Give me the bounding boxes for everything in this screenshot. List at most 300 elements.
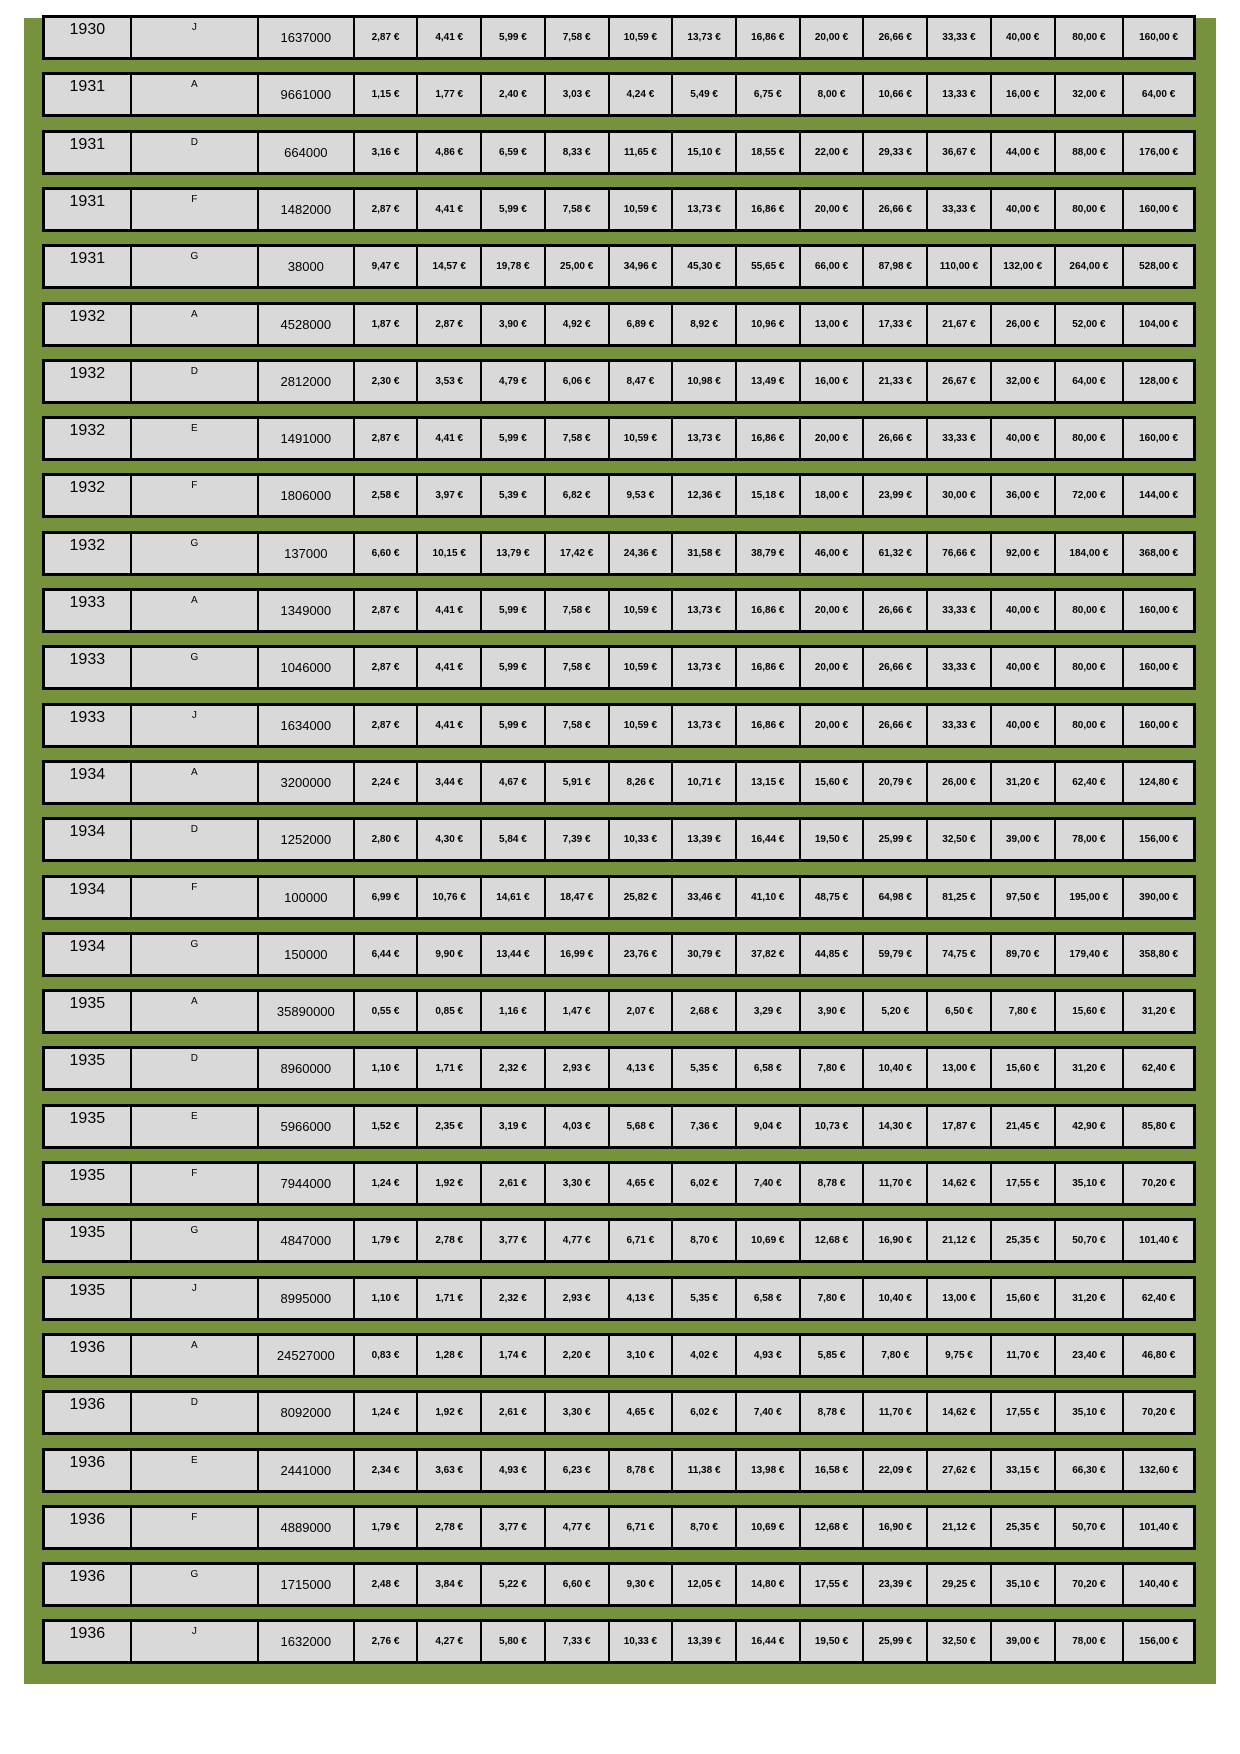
price-cell: 37,82 € xyxy=(737,935,801,974)
price-cell: 10,71 € xyxy=(673,763,737,802)
year-cell: 1934 xyxy=(45,878,132,917)
price-cell: 20,00 € xyxy=(801,18,865,57)
price-cell: 22,00 € xyxy=(801,133,865,172)
price-cell: 33,46 € xyxy=(673,878,737,917)
mintage-cell: 7944000 xyxy=(259,1164,355,1203)
price-cell: 3,77 € xyxy=(482,1221,546,1260)
price-cell: 32,00 € xyxy=(992,362,1056,401)
price-cell: 35,10 € xyxy=(992,1565,1056,1604)
price-cell: 40,00 € xyxy=(992,18,1056,57)
price-cell: 32,50 € xyxy=(928,820,992,859)
price-cell: 76,66 € xyxy=(928,534,992,573)
price-cell: 31,20 € xyxy=(1141,1006,1176,1018)
price-cell: 80,00 € xyxy=(1056,419,1125,458)
price-cell: 3,19 € xyxy=(482,1107,546,1146)
price-cell: 4,41 € xyxy=(418,591,482,630)
price-cell: 33,33 € xyxy=(928,419,992,458)
mintage-cell: 4889000 xyxy=(259,1508,355,1547)
price-cell: 7,40 € xyxy=(737,1393,801,1432)
price-cell: 13,73 € xyxy=(673,648,737,687)
table-row xyxy=(42,473,1196,518)
price-cell: 20,00 € xyxy=(801,190,865,229)
price-cell: 6,60 € xyxy=(355,534,419,573)
year-cell: 1932 xyxy=(45,534,132,573)
year-cell: 1935 xyxy=(45,1279,132,1318)
price-cell: 39,00 € xyxy=(992,1622,1056,1661)
price-cell: 5,99 € xyxy=(482,419,546,458)
price-cell: 19,50 € xyxy=(801,820,865,859)
price-cell: 4,24 € xyxy=(610,75,674,114)
price-cell: 13,73 € xyxy=(673,706,737,745)
price-cell: 5,68 € xyxy=(610,1107,674,1146)
price-cell: 39,00 € xyxy=(992,820,1056,859)
price-cell: 14,57 € xyxy=(418,247,482,286)
price-cell: 6,44 € xyxy=(355,935,419,974)
price-cell: 1,87 € xyxy=(355,305,419,344)
year-cell: 1936 xyxy=(45,1393,132,1432)
price-cell: 45,30 € xyxy=(673,247,737,286)
price-cell: 31,20 € xyxy=(992,763,1056,802)
year-cell: 1935 xyxy=(45,1107,132,1146)
price-cell: 7,80 € xyxy=(992,992,1056,1031)
table-row xyxy=(42,130,1196,175)
price-cell: 6,02 € xyxy=(673,1393,737,1432)
year-cell: 1933 xyxy=(45,706,132,745)
price-cell: 8,70 € xyxy=(673,1508,737,1547)
table-row xyxy=(42,932,1196,977)
price-cell: 195,00 € xyxy=(1056,878,1125,917)
price-cell: 15,18 € xyxy=(737,476,801,515)
price-cell: 7,58 € xyxy=(546,648,610,687)
price-cell: 18,00 € xyxy=(801,476,865,515)
mint-letter-cell: D xyxy=(132,1049,259,1088)
price-cell: 18,47 € xyxy=(546,878,610,917)
price-cell: 46,80 € xyxy=(1141,1349,1176,1361)
year-cell: 1934 xyxy=(45,820,132,859)
price-cell: 160,00 € xyxy=(1139,203,1179,215)
price-cell: 36,67 € xyxy=(928,133,992,172)
mint-letter-cell: D xyxy=(132,133,259,172)
price-cell: 29,25 € xyxy=(928,1565,992,1604)
price-cell: 80,00 € xyxy=(1056,190,1125,229)
price-cell: 15,60 € xyxy=(1056,992,1125,1031)
price-cell: 390,00 € xyxy=(1139,891,1179,903)
price-cell: 30,00 € xyxy=(928,476,992,515)
price-cell: 38,79 € xyxy=(737,534,801,573)
table-row xyxy=(42,1046,1196,1091)
price-cell: 8,26 € xyxy=(610,763,674,802)
price-cell: 13,44 € xyxy=(482,935,546,974)
price-cell: 3,53 € xyxy=(418,362,482,401)
mintage-cell: 1491000 xyxy=(259,419,355,458)
price-cell: 50,70 € xyxy=(1056,1221,1125,1260)
price-cell: 88,00 € xyxy=(1056,133,1125,172)
price-cell: 4,67 € xyxy=(482,763,546,802)
price-cell: 4,02 € xyxy=(673,1336,737,1375)
price-cell: 11,38 € xyxy=(673,1451,737,1490)
price-cell: 8,78 € xyxy=(801,1164,865,1203)
price-cell: 33,33 € xyxy=(928,706,992,745)
price-cell: 132,60 € xyxy=(1139,1464,1179,1476)
mintage-cell: 1632000 xyxy=(259,1622,355,1661)
price-cell: 26,66 € xyxy=(864,648,928,687)
mintage-cell: 3200000 xyxy=(259,763,355,802)
price-cell: 10,59 € xyxy=(610,18,674,57)
price-cell: 31,20 € xyxy=(1056,1279,1125,1318)
price-cell: 2,07 € xyxy=(610,992,674,1031)
mint-letter-cell: A xyxy=(132,305,259,344)
year-cell: 1931 xyxy=(45,190,132,229)
price-cell: 20,00 € xyxy=(801,591,865,630)
price-cell: 35,10 € xyxy=(1056,1393,1125,1432)
price-cell: 15,60 € xyxy=(992,1049,1056,1088)
price-cell: 4,41 € xyxy=(418,648,482,687)
price-cell: 15,60 € xyxy=(992,1279,1056,1318)
price-cell: 8,78 € xyxy=(801,1393,865,1432)
price-cell: 2,87 € xyxy=(355,706,419,745)
year-cell: 1934 xyxy=(45,763,132,802)
year-cell: 1932 xyxy=(45,419,132,458)
price-cell: 13,73 € xyxy=(673,190,737,229)
price-cell: 20,00 € xyxy=(801,648,865,687)
price-cell: 368,00 € xyxy=(1139,547,1179,559)
price-cell: 17,55 € xyxy=(801,1565,865,1604)
price-cell: 5,20 € xyxy=(864,992,928,1031)
price-cell: 6,82 € xyxy=(546,476,610,515)
mint-letter-cell: E xyxy=(132,1107,259,1146)
price-cell: 70,20 € xyxy=(1056,1565,1125,1604)
price-cell: 66,30 € xyxy=(1056,1451,1125,1490)
mint-letter-cell: F xyxy=(132,476,259,515)
price-cell: 2,40 € xyxy=(482,75,546,114)
price-cell: 4,93 € xyxy=(482,1451,546,1490)
price-cell: 64,00 € xyxy=(1056,362,1125,401)
price-cell: 7,36 € xyxy=(673,1107,737,1146)
table-row xyxy=(42,359,1196,404)
mintage-cell: 1046000 xyxy=(259,648,355,687)
price-cell: 2,24 € xyxy=(355,763,419,802)
price-cell: 2,61 € xyxy=(482,1393,546,1432)
mintage-cell: 1715000 xyxy=(259,1565,355,1604)
price-cell: 358,80 € xyxy=(1139,948,1179,960)
price-cell: 72,00 € xyxy=(1056,476,1125,515)
price-cell: 40,00 € xyxy=(992,591,1056,630)
mintage-cell: 4528000 xyxy=(259,305,355,344)
year-cell: 1935 xyxy=(45,1221,132,1260)
price-cell: 1,74 € xyxy=(482,1336,546,1375)
price-cell: 2,20 € xyxy=(546,1336,610,1375)
price-cell: 13,39 € xyxy=(673,1622,737,1661)
year-cell: 1933 xyxy=(45,591,132,630)
price-cell: 101,40 € xyxy=(1139,1235,1179,1247)
price-cell: 20,00 € xyxy=(801,419,865,458)
price-cell: 2,87 € xyxy=(355,648,419,687)
table-row xyxy=(42,1104,1196,1149)
price-cell: 13,00 € xyxy=(801,305,865,344)
price-cell: 13,33 € xyxy=(928,75,992,114)
price-cell: 9,90 € xyxy=(418,935,482,974)
price-cell: 1,77 € xyxy=(418,75,482,114)
mint-letter-cell: F xyxy=(132,878,259,917)
price-cell: 1,52 € xyxy=(355,1107,419,1146)
table-row xyxy=(42,1276,1196,1321)
price-cell: 6,71 € xyxy=(610,1221,674,1260)
price-cell: 62,40 € xyxy=(1141,1292,1176,1304)
price-cell: 26,67 € xyxy=(928,362,992,401)
mintage-cell: 1482000 xyxy=(259,190,355,229)
price-cell: 10,59 € xyxy=(610,648,674,687)
price-cell: 1,10 € xyxy=(355,1049,419,1088)
price-cell: 1,79 € xyxy=(355,1221,419,1260)
price-cell: 1,10 € xyxy=(355,1279,419,1318)
table-row xyxy=(42,1448,1196,1493)
price-cell: 25,99 € xyxy=(864,820,928,859)
price-cell: 2,35 € xyxy=(418,1107,482,1146)
price-cell: 144,00 € xyxy=(1139,490,1179,502)
price-cell: 2,68 € xyxy=(673,992,737,1031)
price-cell: 2,93 € xyxy=(546,1049,610,1088)
price-cell: 40,00 € xyxy=(992,706,1056,745)
mint-letter-cell: G xyxy=(132,1565,259,1604)
table-row xyxy=(42,645,1196,690)
table-row xyxy=(42,817,1196,862)
price-cell: 176,00 € xyxy=(1139,146,1179,158)
price-cell: 101,40 € xyxy=(1139,1521,1179,1533)
price-cell: 16,58 € xyxy=(801,1451,865,1490)
mintage-cell: 9661000 xyxy=(259,75,355,114)
price-cell: 62,40 € xyxy=(1056,763,1125,802)
price-cell: 32,00 € xyxy=(1056,75,1125,114)
price-cell: 5,35 € xyxy=(673,1049,737,1088)
mintage-cell: 1349000 xyxy=(259,591,355,630)
price-cell: 10,59 € xyxy=(610,419,674,458)
price-cell: 4,41 € xyxy=(418,706,482,745)
price-cell: 16,86 € xyxy=(737,419,801,458)
price-cell: 2,93 € xyxy=(546,1279,610,1318)
price-cell: 26,00 € xyxy=(928,763,992,802)
price-cell: 20,00 € xyxy=(801,706,865,745)
price-cell: 5,80 € xyxy=(482,1622,546,1661)
year-cell: 1931 xyxy=(45,133,132,172)
price-cell: 21,33 € xyxy=(864,362,928,401)
price-cell: 4,03 € xyxy=(546,1107,610,1146)
price-cell: 4,86 € xyxy=(418,133,482,172)
price-cell: 15,60 € xyxy=(801,763,865,802)
mintage-cell: 1806000 xyxy=(259,476,355,515)
price-cell: 5,91 € xyxy=(546,763,610,802)
price-cell: 4,30 € xyxy=(418,820,482,859)
price-cell: 21,45 € xyxy=(992,1107,1056,1146)
price-cell: 10,96 € xyxy=(737,305,801,344)
price-cell: 8,47 € xyxy=(610,362,674,401)
price-cell: 2,78 € xyxy=(418,1508,482,1547)
price-cell: 124,80 € xyxy=(1139,776,1179,788)
price-cell: 33,33 € xyxy=(928,648,992,687)
price-cell: 21,67 € xyxy=(928,305,992,344)
price-cell: 2,61 € xyxy=(482,1164,546,1203)
price-cell: 16,86 € xyxy=(737,18,801,57)
mintage-cell: 664000 xyxy=(259,133,355,172)
price-cell: 13,00 € xyxy=(928,1279,992,1318)
price-cell: 1,15 € xyxy=(355,75,419,114)
price-cell: 12,68 € xyxy=(801,1221,865,1260)
price-cell: 34,96 € xyxy=(610,247,674,286)
price-cell: 5,84 € xyxy=(482,820,546,859)
year-cell: 1936 xyxy=(45,1565,132,1604)
price-cell: 12,05 € xyxy=(673,1565,737,1604)
price-cell: 140,40 € xyxy=(1139,1579,1179,1591)
price-cell: 2,87 € xyxy=(355,591,419,630)
price-cell: 0,83 € xyxy=(355,1336,419,1375)
price-cell: 7,58 € xyxy=(546,18,610,57)
price-cell: 3,97 € xyxy=(418,476,482,515)
price-cell: 64,00 € xyxy=(1141,89,1176,101)
table-row xyxy=(42,416,1196,461)
price-cell: 9,04 € xyxy=(737,1107,801,1146)
price-cell: 13,00 € xyxy=(928,1049,992,1088)
price-cell: 16,86 € xyxy=(737,591,801,630)
price-cell: 6,58 € xyxy=(737,1049,801,1088)
price-cell: 5,85 € xyxy=(801,1336,865,1375)
mint-letter-cell: A xyxy=(132,75,259,114)
price-cell: 59,79 € xyxy=(864,935,928,974)
price-cell: 3,77 € xyxy=(482,1508,546,1547)
price-cell: 70,20 € xyxy=(1141,1407,1176,1419)
price-cell: 16,00 € xyxy=(992,75,1056,114)
price-cell: 87,98 € xyxy=(864,247,928,286)
price-cell: 1,92 € xyxy=(418,1393,482,1432)
price-cell: 156,00 € xyxy=(1139,834,1179,846)
mintage-cell: 5966000 xyxy=(259,1107,355,1146)
price-cell: 160,00 € xyxy=(1139,433,1179,445)
year-cell: 1934 xyxy=(45,935,132,974)
price-cell: 7,58 € xyxy=(546,190,610,229)
price-cell: 31,20 € xyxy=(1056,1049,1125,1088)
price-cell: 2,76 € xyxy=(355,1622,419,1661)
price-cell: 4,92 € xyxy=(546,305,610,344)
price-cell: 4,13 € xyxy=(610,1049,674,1088)
price-cell: 128,00 € xyxy=(1139,375,1179,387)
price-cell: 9,30 € xyxy=(610,1565,674,1604)
price-cell: 13,15 € xyxy=(737,763,801,802)
mint-letter-cell: F xyxy=(132,190,259,229)
price-cell: 0,85 € xyxy=(418,992,482,1031)
price-cell: 97,50 € xyxy=(992,878,1056,917)
price-cell: 25,35 € xyxy=(992,1508,1056,1547)
mint-letter-cell: D xyxy=(132,362,259,401)
price-cell: 6,50 € xyxy=(928,992,992,1031)
mint-letter-cell: A xyxy=(132,763,259,802)
price-cell: 3,10 € xyxy=(610,1336,674,1375)
year-cell: 1932 xyxy=(45,476,132,515)
price-cell: 32,50 € xyxy=(928,1622,992,1661)
price-cell: 23,40 € xyxy=(1056,1336,1125,1375)
price-cell: 4,77 € xyxy=(546,1508,610,1547)
price-cell: 10,69 € xyxy=(737,1508,801,1547)
price-cell: 35,10 € xyxy=(1056,1164,1125,1203)
table-row xyxy=(42,1562,1196,1607)
price-cell: 80,00 € xyxy=(1056,591,1125,630)
price-cell: 70,20 € xyxy=(1141,1178,1176,1189)
price-cell: 5,99 € xyxy=(482,18,546,57)
mintage-cell: 1637000 xyxy=(259,18,355,57)
price-cell: 78,00 € xyxy=(1056,820,1125,859)
price-cell: 10,98 € xyxy=(673,362,737,401)
price-cell: 160,00 € xyxy=(1139,605,1179,616)
price-cell: 6,59 € xyxy=(482,133,546,172)
price-cell: 15,10 € xyxy=(673,133,737,172)
mintage-cell: 1252000 xyxy=(259,820,355,859)
price-cell: 10,40 € xyxy=(864,1049,928,1088)
price-cell: 3,29 € xyxy=(737,992,801,1031)
price-cell: 6,02 € xyxy=(673,1164,737,1203)
price-cell: 1,92 € xyxy=(418,1164,482,1203)
price-cell: 6,99 € xyxy=(355,878,419,917)
price-cell: 16,00 € xyxy=(801,362,865,401)
price-cell: 3,03 € xyxy=(546,75,610,114)
price-cell: 16,86 € xyxy=(737,190,801,229)
price-cell: 26,66 € xyxy=(864,18,928,57)
year-cell: 1935 xyxy=(45,992,132,1031)
price-cell: 89,70 € xyxy=(992,935,1056,974)
table-row xyxy=(42,531,1196,576)
price-cell: 2,30 € xyxy=(355,362,419,401)
year-cell: 1935 xyxy=(45,1049,132,1088)
price-cell: 23,76 € xyxy=(610,935,674,974)
price-cell: 6,58 € xyxy=(737,1279,801,1318)
price-cell: 10,33 € xyxy=(610,820,674,859)
price-cell: 13,49 € xyxy=(737,362,801,401)
price-cell: 61,32 € xyxy=(864,534,928,573)
price-cell: 160,00 € xyxy=(1139,719,1179,731)
price-cell: 8,33 € xyxy=(546,133,610,172)
price-cell: 25,82 € xyxy=(610,878,674,917)
price-cell: 74,75 € xyxy=(928,935,992,974)
price-cell: 1,71 € xyxy=(418,1279,482,1318)
price-cell: 8,92 € xyxy=(673,305,737,344)
table-row xyxy=(42,1218,1196,1263)
price-cell: 66,00 € xyxy=(801,247,865,286)
price-cell: 26,66 € xyxy=(864,591,928,630)
price-cell: 11,65 € xyxy=(610,133,674,172)
price-cell: 1,24 € xyxy=(355,1393,419,1432)
price-cell: 40,00 € xyxy=(992,419,1056,458)
table-row xyxy=(42,15,1196,60)
table-row xyxy=(42,1619,1196,1664)
price-cell: 3,16 € xyxy=(355,133,419,172)
price-cell: 2,58 € xyxy=(355,476,419,515)
price-cell: 7,80 € xyxy=(864,1336,928,1375)
price-cell: 1,79 € xyxy=(355,1508,419,1547)
price-cell: 1,24 € xyxy=(355,1164,419,1203)
price-cell: 17,55 € xyxy=(992,1164,1056,1203)
price-cell: 55,65 € xyxy=(737,247,801,286)
price-cell: 17,33 € xyxy=(864,305,928,344)
mint-letter-cell: J xyxy=(132,706,259,745)
table-row xyxy=(42,875,1196,920)
mintage-cell: 24527000 xyxy=(259,1336,355,1375)
table-row xyxy=(42,1505,1196,1550)
price-cell: 1,28 € xyxy=(418,1336,482,1375)
price-cell: 22,09 € xyxy=(864,1451,928,1490)
price-cell: 10,40 € xyxy=(864,1279,928,1318)
table-row xyxy=(42,760,1196,805)
price-cell: 156,00 € xyxy=(1139,1636,1179,1648)
price-cell: 26,66 € xyxy=(864,190,928,229)
price-cell: 3,63 € xyxy=(418,1451,482,1490)
price-cell: 16,44 € xyxy=(737,1622,801,1661)
price-cell: 10,76 € xyxy=(418,878,482,917)
